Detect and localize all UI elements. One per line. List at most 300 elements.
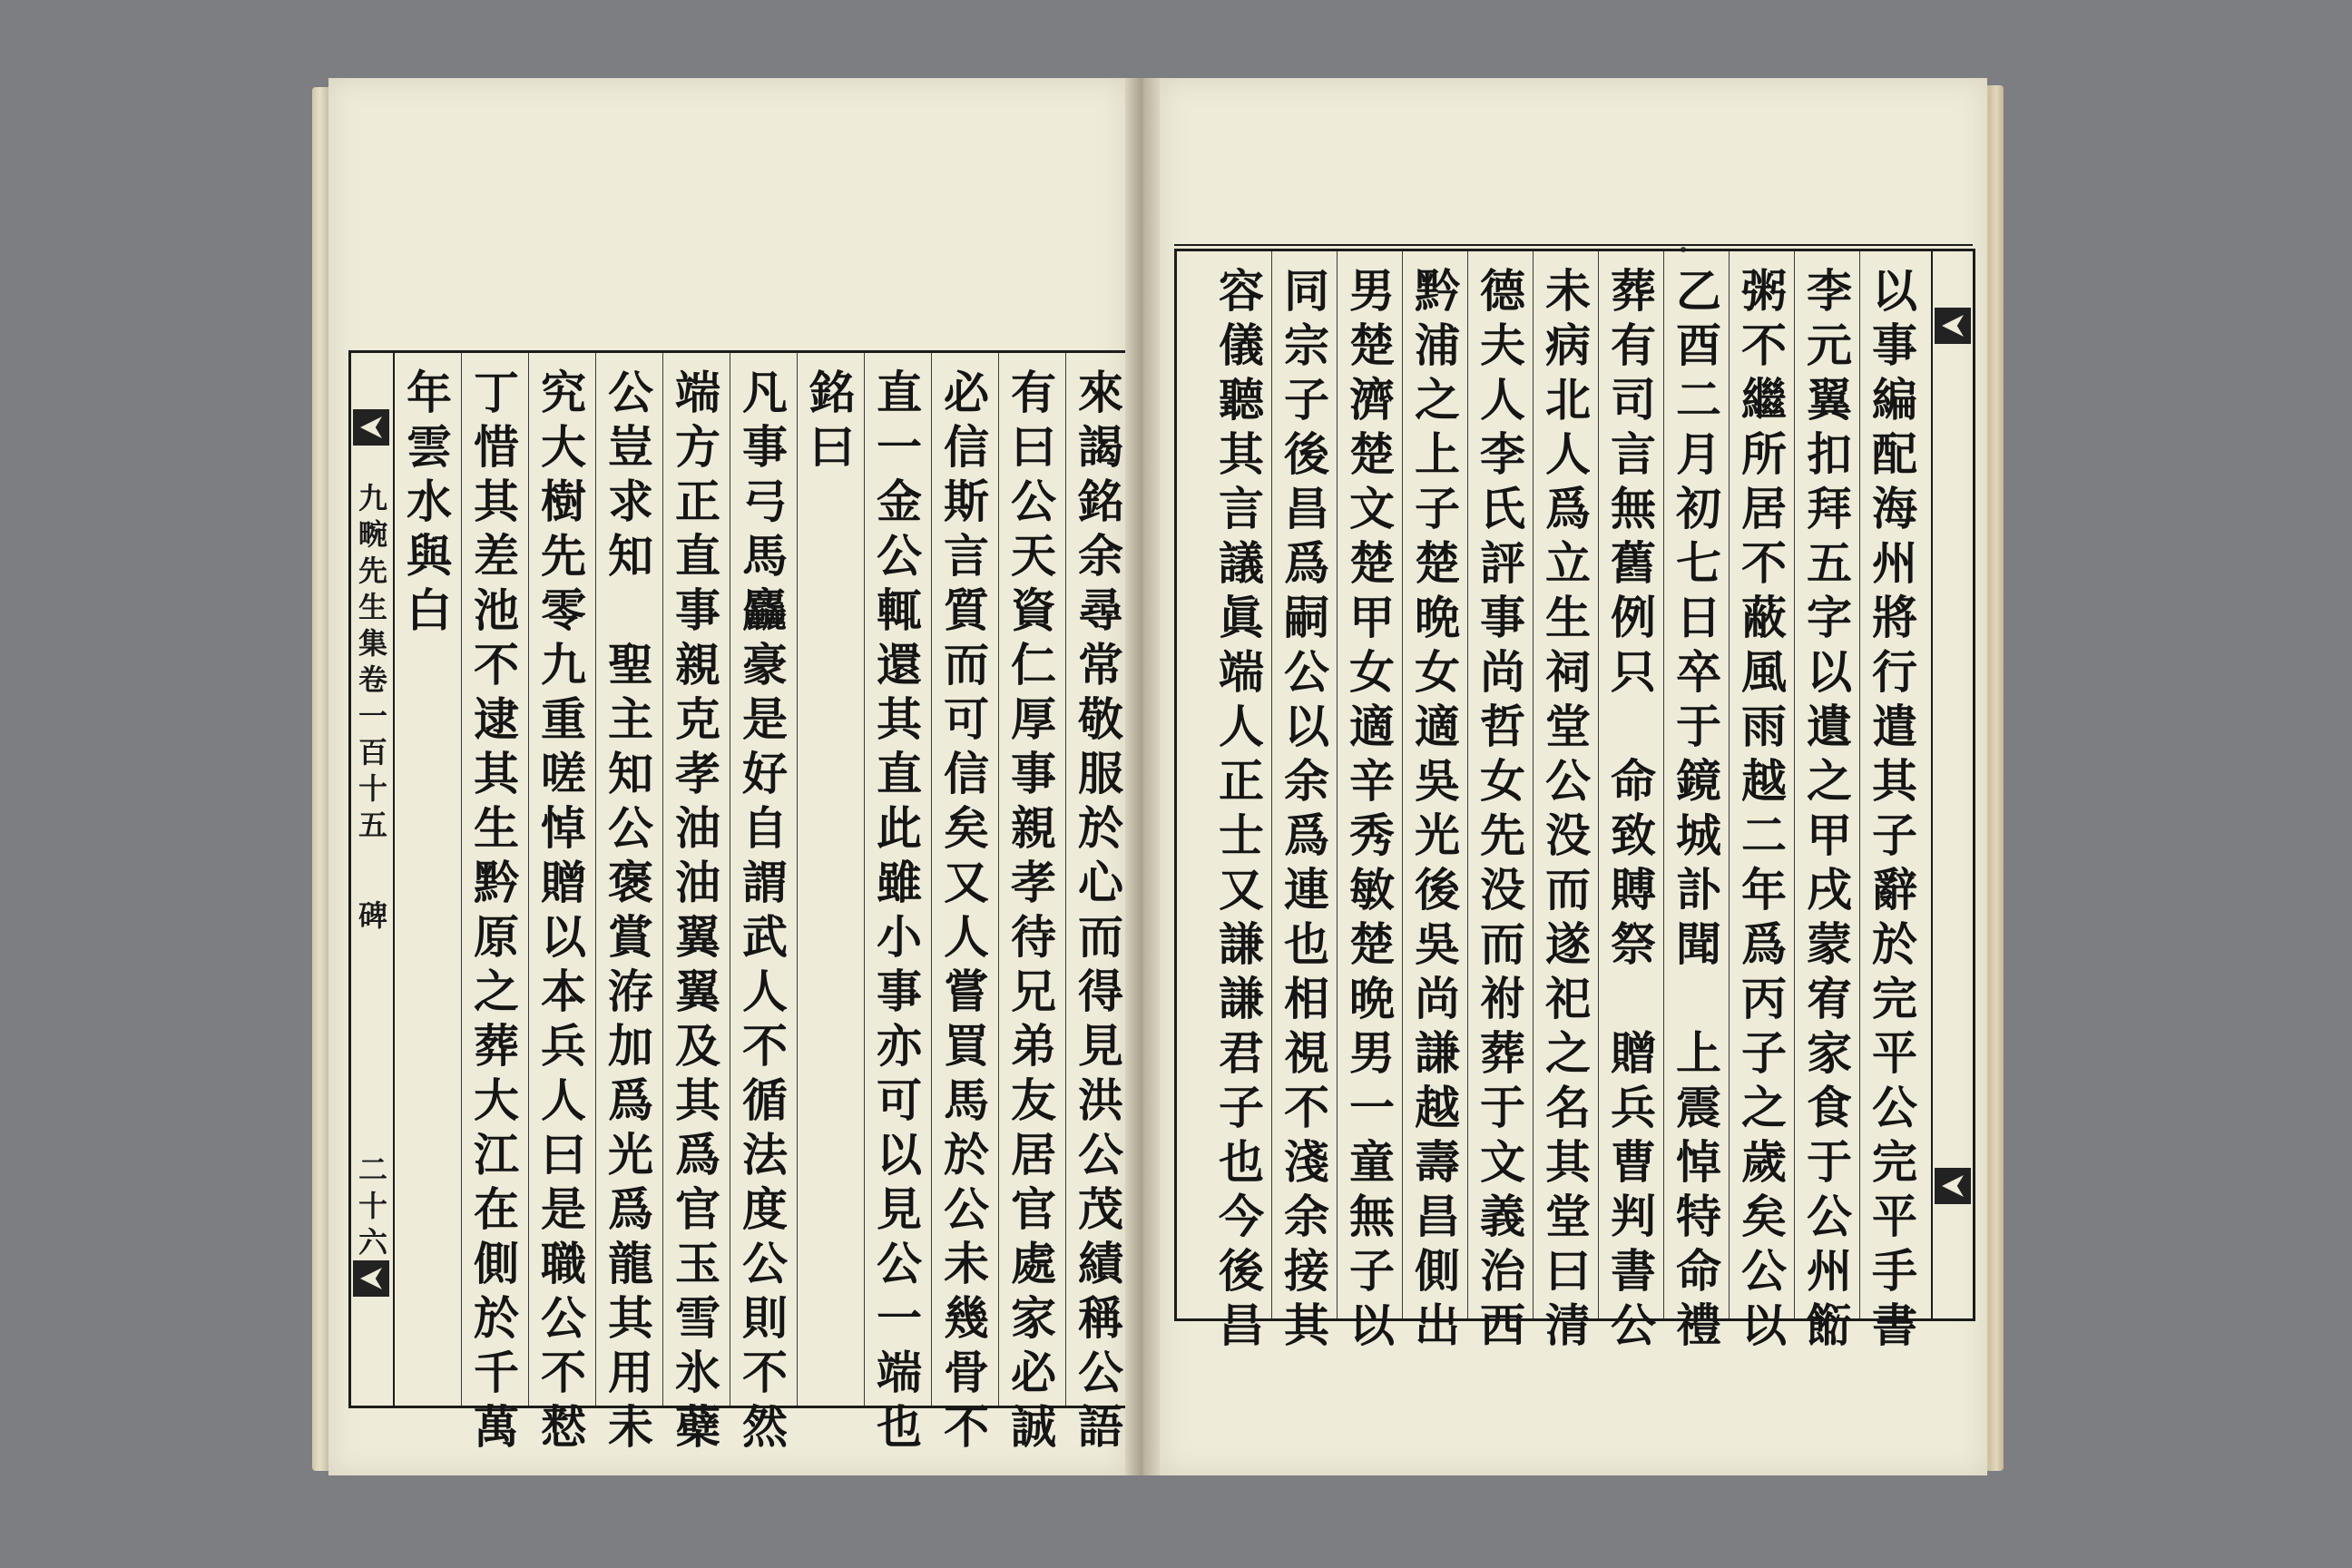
left-char: 豪 <box>742 638 788 691</box>
right-char: 公 <box>1545 754 1591 808</box>
right-char: 淺 <box>1284 1135 1329 1189</box>
left-column-rule <box>1065 353 1066 1406</box>
right-char: 命 <box>1611 754 1656 808</box>
left-char: 大 <box>541 420 586 474</box>
left-char: 好 <box>742 747 788 800</box>
left-char: 爲 <box>608 1182 653 1236</box>
left-char: 循 <box>742 1073 788 1127</box>
left-text-frame <box>348 350 1133 1454</box>
frame-left-line <box>1174 251 1177 1318</box>
left-char: 零 <box>541 583 586 637</box>
right-char: 昌 <box>1219 1298 1264 1352</box>
left-char: 重 <box>541 692 586 746</box>
right-char: 葬 <box>1480 1026 1525 1080</box>
right-char: 將 <box>1872 591 1917 644</box>
right-char: 也 <box>1284 917 1329 971</box>
right-char: 扣 <box>1807 427 1852 481</box>
right-char: 今 <box>1219 1190 1264 1243</box>
right-char: 乙 <box>1676 264 1721 318</box>
left-char: 公 <box>1011 475 1056 528</box>
left-char: 親 <box>675 638 720 691</box>
left-char: 天 <box>1011 529 1056 583</box>
left-char: 直 <box>877 366 922 419</box>
left-char: 嘗 <box>944 965 989 1018</box>
right-char: 同 <box>1284 264 1329 318</box>
left-char: 光 <box>608 1128 653 1181</box>
right-char: 上 <box>1676 1026 1721 1080</box>
right-char: 葬 <box>1611 264 1656 318</box>
right-char: 男 <box>1349 264 1395 318</box>
right-char: 楚 <box>1349 536 1395 590</box>
right-char: 餰 <box>1807 1298 1852 1352</box>
left-char: 事 <box>675 583 720 637</box>
margin-title-char: 畹 <box>358 517 387 552</box>
right-char: 北 <box>1545 373 1591 426</box>
left-char: 與 <box>407 529 452 583</box>
left-char: 職 <box>541 1237 586 1290</box>
right-char <box>1611 700 1656 754</box>
left-char: 究 <box>541 366 586 419</box>
right-char: 以 <box>1807 645 1852 699</box>
right-char: 而 <box>1480 917 1525 971</box>
left-char: 嗟 <box>541 747 586 800</box>
right-char: 清 <box>1545 1298 1591 1352</box>
left-char: 江 <box>474 1128 519 1181</box>
right-column-3 <box>1733 264 1795 1353</box>
right-char: 五 <box>1807 536 1852 590</box>
margin-page-char: 六 <box>358 1225 387 1259</box>
left-char: 人 <box>944 910 989 964</box>
right-char: 越 <box>1415 1081 1460 1134</box>
right-char: 越 <box>1741 754 1787 808</box>
left-char: 買 <box>944 1019 989 1073</box>
left-char: 法 <box>742 1128 788 1181</box>
left-char: 凡 <box>742 366 788 419</box>
right-char: 曹 <box>1611 1135 1656 1189</box>
right-char: 相 <box>1284 972 1329 1025</box>
right-char: 公 <box>1611 1298 1656 1352</box>
left-char: 直 <box>877 747 922 800</box>
left-char: 公 <box>608 366 653 419</box>
left-char: 洪 <box>1078 1073 1123 1127</box>
left-char: 友 <box>1011 1073 1056 1127</box>
right-char: 治 <box>1480 1244 1525 1298</box>
right-char: 未 <box>1545 264 1591 318</box>
right-char: 丙 <box>1741 972 1787 1025</box>
right-char: 端 <box>1219 645 1264 699</box>
right-char: 尚 <box>1480 645 1525 699</box>
left-char: 方 <box>675 420 720 474</box>
left-char: 萬 <box>474 1400 519 1454</box>
right-char: 雨 <box>1741 700 1787 753</box>
left-char: 武 <box>742 910 788 964</box>
right-char: 楚 <box>1349 917 1395 971</box>
right-char: 贈 <box>1611 1026 1656 1080</box>
right-char: 壽 <box>1415 1135 1460 1189</box>
left-char: 兵 <box>541 1019 586 1073</box>
right-char: 於 <box>1872 917 1917 971</box>
right-char: 聞 <box>1676 917 1721 971</box>
right-char: 其 <box>1872 754 1917 808</box>
left-char: 銘 <box>1078 475 1123 528</box>
left-char: 誠 <box>1011 1400 1056 1454</box>
right-char: 適 <box>1349 700 1395 753</box>
left-char: 厚 <box>1011 692 1056 746</box>
right-char: 判 <box>1611 1190 1656 1243</box>
left-char: 公 <box>877 1237 922 1290</box>
right-char: 適 <box>1415 700 1460 753</box>
right-char: 完 <box>1872 972 1917 1025</box>
right-char: 而 <box>1545 863 1591 916</box>
left-char: 油 <box>675 856 720 909</box>
left-char: 慭 <box>541 1400 586 1454</box>
right-char: 後 <box>1219 1244 1264 1298</box>
margin-page-char: 十 <box>358 1189 387 1223</box>
left-char: 其 <box>608 1291 653 1345</box>
left-char: 謁 <box>1078 420 1123 474</box>
left-column-4 <box>868 366 930 1455</box>
left-char: 骨 <box>944 1346 989 1399</box>
right-char: 正 <box>1219 754 1264 808</box>
left-char: 主 <box>608 692 653 746</box>
left-char: 其 <box>877 692 922 746</box>
right-char: 後 <box>1284 427 1329 481</box>
left-char: 翼 <box>675 965 720 1018</box>
left-char: 公 <box>608 801 653 855</box>
left-char: 在 <box>474 1182 519 1236</box>
right-char: 視 <box>1284 1026 1329 1080</box>
left-char: 不 <box>742 1019 788 1073</box>
right-char: 以 <box>1741 1298 1787 1352</box>
right-char: 儀 <box>1219 318 1264 372</box>
right-char: 無 <box>1349 1190 1395 1243</box>
left-char: 於 <box>944 1128 989 1181</box>
margin-title-char: 生 <box>358 590 387 624</box>
right-char: 食 <box>1807 1081 1852 1134</box>
left-char: 言 <box>944 529 989 583</box>
left-char: 知 <box>608 747 653 800</box>
left-char: 生 <box>474 801 519 855</box>
right-char: 也 <box>1219 1135 1264 1189</box>
right-char: 只 <box>1611 645 1656 699</box>
right-char: 子 <box>1872 808 1917 862</box>
left-column-6 <box>734 366 796 1455</box>
left-char: 度 <box>742 1182 788 1236</box>
right-char: 以 <box>1349 1298 1395 1352</box>
left-char: 側 <box>474 1237 519 1290</box>
right-char: 公 <box>1284 645 1329 699</box>
right-char: 祠 <box>1545 645 1591 699</box>
left-char: 曰 <box>1011 420 1056 474</box>
right-char: 致 <box>1611 808 1656 862</box>
right-char: 無 <box>1611 482 1656 535</box>
left-char: 孝 <box>1011 856 1056 909</box>
right-char: 宥 <box>1807 972 1852 1025</box>
right-page <box>1160 78 1987 1475</box>
left-char: 可 <box>877 1073 922 1127</box>
left-char: 賞 <box>608 910 653 964</box>
right-char: 名 <box>1545 1081 1591 1134</box>
left-column-7 <box>667 366 729 1455</box>
left-char: 親 <box>1011 801 1056 855</box>
right-char: 之 <box>1545 1026 1591 1080</box>
left-char: 白 <box>407 583 452 637</box>
book-title-vertical <box>355 480 391 843</box>
left-char: 年 <box>407 366 452 419</box>
right-char: 爲 <box>1284 808 1329 862</box>
left-char: 自 <box>742 801 788 855</box>
right-char: 遺 <box>1807 700 1852 753</box>
right-char: 之 <box>1415 373 1460 426</box>
right-char: 立 <box>1545 536 1591 590</box>
right-char: 人 <box>1480 373 1525 426</box>
right-char: 命 <box>1676 1244 1721 1298</box>
right-char: 蔽 <box>1741 591 1787 644</box>
right-char: 側 <box>1415 1244 1460 1298</box>
left-char: 爲 <box>608 1073 653 1127</box>
right-char: 氏 <box>1480 482 1525 535</box>
right-char: 義 <box>1480 1190 1525 1243</box>
right-char: 鏡 <box>1676 754 1721 808</box>
left-char: 聖 <box>608 638 653 691</box>
right-char: 言 <box>1219 482 1264 535</box>
left-char: 兄 <box>1011 965 1056 1018</box>
left-char: 是 <box>541 1182 586 1236</box>
right-char: 女 <box>1415 645 1460 699</box>
right-char: 繼 <box>1741 373 1787 426</box>
right-char: 光 <box>1415 808 1460 862</box>
right-column-1 <box>1864 264 1926 1353</box>
right-char: 舊 <box>1611 536 1656 590</box>
left-char: 弟 <box>1011 1019 1056 1073</box>
left-char: 馬 <box>944 1073 989 1127</box>
right-char: 翼 <box>1807 373 1852 426</box>
left-char: 見 <box>1078 1019 1123 1073</box>
right-char: 宗 <box>1284 318 1329 372</box>
right-char: 夫 <box>1480 318 1525 372</box>
fish-tail-mark-top <box>353 409 389 446</box>
left-column-2 <box>1003 366 1064 1455</box>
right-char: 歲 <box>1741 1135 1787 1189</box>
left-column-rule <box>461 353 462 1406</box>
left-char: 敬 <box>1078 692 1123 746</box>
right-char: 州 <box>1807 1244 1852 1298</box>
right-char: 訃 <box>1676 863 1721 916</box>
left-char: 待 <box>1011 910 1056 964</box>
left-char: 則 <box>742 1291 788 1345</box>
left-char: 是 <box>742 692 788 746</box>
right-column-8 <box>1406 264 1468 1353</box>
right-char: 余 <box>1284 754 1329 808</box>
right-char: 二 <box>1676 373 1721 426</box>
right-char: 子 <box>1349 1244 1395 1298</box>
left-char: 玉 <box>675 1237 720 1290</box>
right-char: 言 <box>1611 427 1656 481</box>
left-char: 曰 <box>809 420 855 474</box>
fish-tail-mark-top-right <box>1935 308 1971 344</box>
left-char: 油 <box>675 801 720 855</box>
left-char: 褒 <box>608 856 653 909</box>
right-char: 議 <box>1219 536 1264 590</box>
left-column-rule <box>797 353 798 1406</box>
right-char: 祔 <box>1480 972 1525 1025</box>
left-char: 氷 <box>675 1346 720 1399</box>
left-char: 小 <box>877 910 922 964</box>
right-char: 子 <box>1741 1026 1787 1080</box>
left-char: 必 <box>944 366 989 419</box>
left-column-rule <box>864 353 865 1406</box>
left-char: 而 <box>1078 910 1123 964</box>
right-char: 祭 <box>1611 917 1656 971</box>
left-char: 樹 <box>541 475 586 528</box>
left-char: 於 <box>474 1291 519 1345</box>
right-char: 子 <box>1219 1081 1264 1134</box>
right-char: 余 <box>1284 1190 1329 1243</box>
left-char: 大 <box>474 1073 519 1127</box>
right-char: 濟 <box>1349 373 1395 426</box>
right-char: 晩 <box>1415 591 1460 644</box>
right-char: 爲 <box>1545 482 1591 535</box>
right-margin-column <box>1931 251 1973 1318</box>
left-char: 得 <box>1078 965 1123 1018</box>
left-char: 九 <box>541 638 586 691</box>
right-char: 昌 <box>1415 1190 1460 1243</box>
right-column-9 <box>1341 264 1403 1353</box>
left-char: 績 <box>1078 1237 1123 1290</box>
left-char: 公 <box>541 1291 586 1345</box>
right-char: 初 <box>1676 482 1721 535</box>
right-char: 辭 <box>1872 863 1917 916</box>
right-char: 有 <box>1611 318 1656 372</box>
right-char: 爲 <box>1741 917 1787 971</box>
margin-title-char: 一 <box>358 699 387 733</box>
left-char: 翼 <box>675 910 720 964</box>
right-char: 不 <box>1741 536 1787 590</box>
right-char: 祀 <box>1545 972 1591 1025</box>
right-char: 哲 <box>1480 700 1525 753</box>
right-char: 年 <box>1741 863 1787 916</box>
right-char: 男 <box>1349 1026 1395 1080</box>
left-char: 惜 <box>474 420 519 474</box>
right-char: 禮 <box>1676 1298 1721 1352</box>
left-char: 斯 <box>944 475 989 528</box>
left-char: 一 <box>877 420 922 474</box>
left-char: 之 <box>474 965 519 1018</box>
right-char: 没 <box>1545 808 1591 862</box>
fish-tail-mark-bottom <box>353 1260 389 1297</box>
right-char: 編 <box>1872 373 1917 426</box>
right-char: 家 <box>1807 1026 1852 1080</box>
right-char: 堂 <box>1545 1190 1591 1243</box>
left-char: 孝 <box>675 747 720 800</box>
right-char: 謙 <box>1219 917 1264 971</box>
left-char: 以 <box>877 1128 922 1181</box>
left-column-rule <box>998 353 999 1406</box>
left-char: 公 <box>1078 1128 1123 1181</box>
right-char: 君 <box>1219 1026 1264 1080</box>
right-char: 之 <box>1741 1081 1787 1134</box>
left-char: 洊 <box>608 965 653 1018</box>
right-char: 黔 <box>1415 264 1460 318</box>
right-char: 特 <box>1676 1190 1721 1243</box>
margin-title-char: 卷 <box>358 662 387 697</box>
right-char: 吳 <box>1415 754 1460 808</box>
right-char: 謙 <box>1415 1026 1460 1080</box>
left-char: 而 <box>944 638 989 691</box>
left-char: 服 <box>1078 747 1123 800</box>
right-char: 接 <box>1284 1244 1329 1298</box>
right-char: 風 <box>1741 645 1787 699</box>
right-char: 公 <box>1872 1081 1917 1134</box>
left-char: 其 <box>474 747 519 800</box>
right-char: 不 <box>1741 318 1787 372</box>
frame-top-line <box>1174 244 1973 246</box>
left-char: 差 <box>474 529 519 583</box>
right-char: 月 <box>1676 427 1721 481</box>
left-char: 悼 <box>541 801 586 855</box>
left-char: 不 <box>742 1346 788 1399</box>
left-char: 公 <box>944 1182 989 1236</box>
right-char: 吳 <box>1415 917 1460 971</box>
right-char: 于 <box>1676 700 1721 753</box>
right-char: 粥 <box>1741 264 1787 318</box>
left-char: 謂 <box>742 856 788 909</box>
left-char: 蘗 <box>675 1400 720 1454</box>
left-char: 茂 <box>1078 1182 1123 1236</box>
right-char: 海 <box>1872 482 1917 535</box>
right-char: 酉 <box>1676 318 1721 372</box>
right-char: 于 <box>1807 1135 1852 1189</box>
right-char: 評 <box>1480 536 1525 590</box>
right-char: 日 <box>1676 591 1721 644</box>
right-char: 楚 <box>1415 536 1460 590</box>
left-char: 矣 <box>944 801 989 855</box>
left-char: 弓 <box>742 475 788 528</box>
right-char: 楚 <box>1349 427 1395 481</box>
right-char: 甲 <box>1807 808 1852 862</box>
right-char: 蒙 <box>1807 917 1852 971</box>
right-char: 遂 <box>1545 917 1591 971</box>
fish-tail-mark-bottom-right <box>1935 1168 1971 1204</box>
left-char: 也 <box>877 1400 922 1454</box>
right-char: 其 <box>1219 427 1264 481</box>
right-char: 事 <box>1872 318 1917 372</box>
left-char: 不 <box>474 638 519 691</box>
left-char: 公 <box>877 529 922 583</box>
right-char: 楚 <box>1349 318 1395 372</box>
right-char: 曰 <box>1545 1244 1591 1298</box>
left-char: 必 <box>1011 1346 1056 1399</box>
left-column-9 <box>533 366 594 1455</box>
right-char: 子 <box>1284 373 1329 426</box>
left-char: 常 <box>1078 638 1123 691</box>
left-column-11 <box>398 366 460 638</box>
right-column-7 <box>1472 264 1534 1353</box>
left-char: 克 <box>675 692 720 746</box>
left-char: 尋 <box>1078 583 1123 637</box>
right-char: 浦 <box>1415 318 1460 372</box>
right-char: 平 <box>1872 1026 1917 1080</box>
left-char: 正 <box>675 475 720 528</box>
left-char: 還 <box>877 638 922 691</box>
right-char: 遣 <box>1872 700 1917 753</box>
left-char: 豈 <box>608 420 653 474</box>
left-char: 見 <box>877 1182 922 1236</box>
left-char <box>608 583 653 638</box>
right-char: 士 <box>1219 808 1264 862</box>
right-char: 以 <box>1284 700 1329 753</box>
left-char: 公 <box>1078 1346 1123 1399</box>
